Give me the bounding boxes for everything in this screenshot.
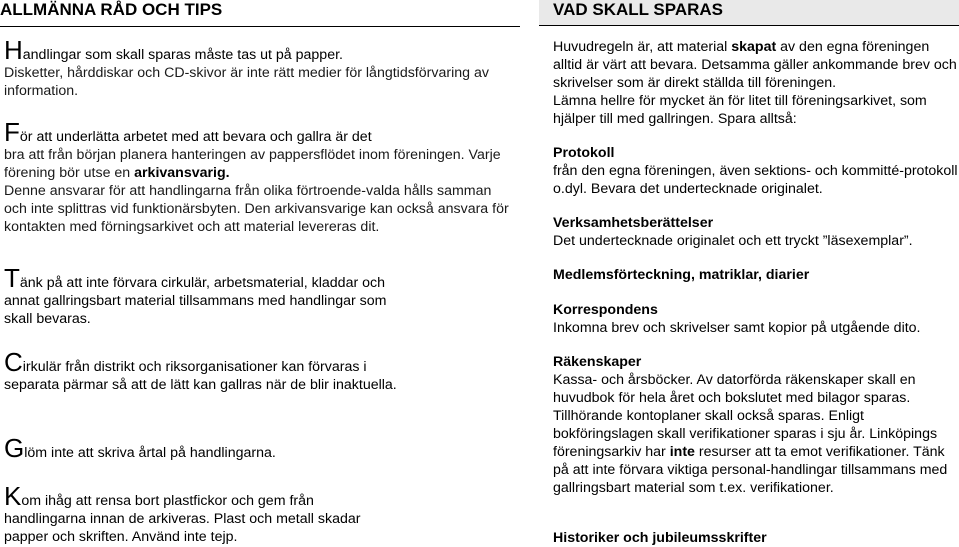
- paragraph-text: ör att underlätta arbetet med att bevara och gallra är det: [19, 129, 372, 145]
- intro-bold: skapat: [731, 39, 777, 55]
- paragraph-glom: [4, 433, 514, 463]
- section-verksamhet: [553, 214, 959, 250]
- paragraph-sub: Disketter, hårddiskar och CD-skivor är inte rätt medier för långtidsförvaring av information.: [4, 65, 489, 99]
- section-title: Korrespondens: [553, 302, 658, 318]
- paragraph-handlingar: [4, 35, 514, 100]
- section-text: Det undertecknade originalet och ett tryckt ”läsexemplar”.: [553, 233, 913, 249]
- intro2-paragraph: Lämna hellre för mycket än för litet till föreningsarkivet, som hjälper till med gallringen. Spara alltså:: [553, 93, 927, 127]
- drop-cap: G: [4, 433, 25, 463]
- paragraph-sub-after: Denne ansvarar för att handlingarna från olika förtroende-valda hålls samman och inte splittras vid funktionärsbyten. Den arkivansvarige kan också ansvara för kontakten med förningsarkivet och att material levereras dit.: [4, 183, 509, 235]
- section-rakenskaper: [553, 353, 959, 497]
- section-text: Inkomna brev och skrivelser samt kopior på utgående dito.: [553, 320, 921, 336]
- section-text-bold: inte: [669, 444, 695, 460]
- paragraph-text: änk på att inte förvara cirkulär, arbetsmaterial, kladdar och annat gallringsbart material tillsammans med handlingar som skall bevaras.: [4, 275, 387, 327]
- right-heading: VAD SKALL SPARAS: [539, 0, 959, 26]
- paragraph-cirkular: [4, 347, 399, 394]
- left-heading: ALLMÄNNA RÅD OCH TIPS: [0, 0, 520, 27]
- paragraph-tank: [4, 263, 416, 328]
- section-title: Medlemsförteckning, matriklar, diarier: [553, 267, 810, 283]
- paragraph-kom-ihag: [4, 481, 399, 546]
- drop-cap: K: [4, 481, 22, 511]
- paragraph-underlatta: [4, 117, 514, 236]
- paragraph-sub-before: bra att från början planera hanteringen av pappersflödet inom föreningen. Varje förening bör utse en: [4, 147, 501, 181]
- section-historiker: [553, 529, 959, 547]
- paragraph-text: andlingar som skall sparas måste tas ut på papper.: [22, 47, 343, 63]
- section-text-after: resurser att ta emot verifikationer. Tänk på att inte förvara viktiga personal-handlingar tillsammans med gallringsbart material som t.ex. verifikationer.: [553, 444, 948, 496]
- section-protokoll: [553, 144, 959, 198]
- paragraph-sub-bold: arkivansvarig.: [134, 165, 230, 181]
- section-medlemsforteckning: [553, 266, 959, 284]
- intro-text: Huvudregeln är, att material: [553, 39, 732, 55]
- drop-cap: H: [4, 35, 23, 65]
- drop-cap: F: [4, 117, 20, 147]
- paragraph-text: löm inte att skriva årtal på handlingarna.: [24, 445, 276, 461]
- intro-paragraph: [553, 38, 959, 92]
- section-title: Protokoll: [553, 145, 615, 161]
- section-text: från den egna föreningen, även sektions- och kommitté-protokoll o.dyl. Bevara det undertecknade originalet.: [553, 163, 958, 197]
- paragraph-text: irkulär från distrikt och riksorganisationer kan förvaras i separata pärmar så att de lätt kan gallras när de blir inaktuella.: [4, 359, 397, 393]
- paragraph-text: om ihåg att rensa bort plastfickor och gem från handlingarna innan de arkiveras. Plast och metall skadar papper och skriften. Använd inte tejp.: [4, 493, 361, 545]
- section-title: Verksamhetsberättelser: [553, 215, 714, 231]
- drop-cap: T: [4, 263, 20, 293]
- intro-text-after: av den egna föreningen alltid är värt att bevara. Detsamma gäller ankommande brev och skrivelser som är direkt ställda till föreningen.: [553, 39, 957, 91]
- section-title: Historiker och jubileumsskrifter: [553, 530, 767, 546]
- section-text-before: Kassa- och årsböcker. Av datorförda räkenskaper skall en huvudbok för hela året och bokslutet med bilagor sparas. Tillhörande kontoplaner skall också sparas. Enligt bokföringslagen skall verifikationer sparas i sju år. Linköpings föreningsarkiv har: [553, 372, 938, 460]
- section-korrespondens: [553, 301, 959, 337]
- drop-cap: C: [4, 347, 23, 377]
- section-title: Räkenskaper: [553, 354, 642, 370]
